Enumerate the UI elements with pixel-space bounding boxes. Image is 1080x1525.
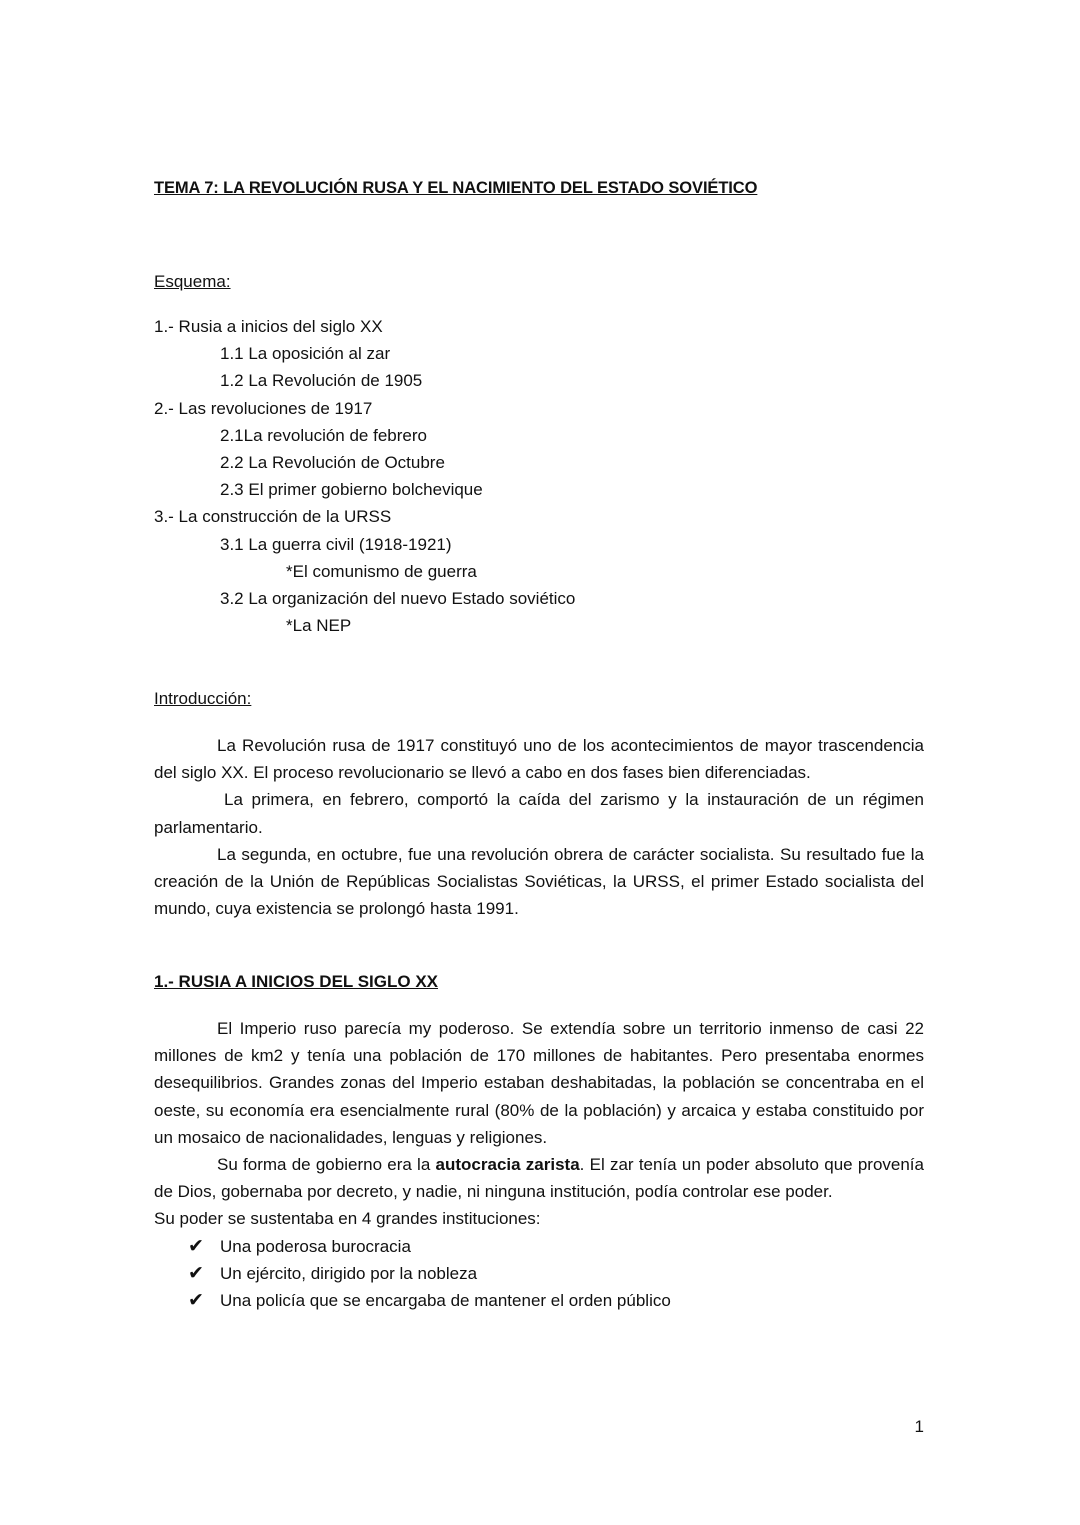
outline-item: 2.1La revolución de febrero [220,425,427,445]
section-paragraph: El Imperio ruso parecía my poderoso. Se extendía sobre un territorio inmenso de casi 22 millones de km2 y tenía una población de 170 millones de habitantes. Pero presentaba enormes desequilibrios. Grandes zonas del Imperio estaban deshabitadas, la población se concentraba en el oeste, su economía era esencialmente rural (80% de la población) y arcaica y estaba constituido por un mosaico de nacionalidades, lenguas y religiones. [154,1019,924,1147]
outline-item: *La NEP [286,616,352,636]
document-title: TEMA 7: LA REVOLUCIÓN RUSA Y EL NACIMIENTO DEL ESTADO SOVIÉTICO [154,179,758,197]
section-paragraph: Su forma de gobierno era la autocracia zarista. El zar tenía un poder absoluto que provenía de Dios, gobernaba por decreto, y nadie, ni ninguna institución, podía controlar ese poder. [154,1155,924,1202]
checkmark-icon: ✔ [188,1261,204,1284]
outline-item: *El comunismo de guerra [286,561,477,581]
outline-item: 2.- Las revoluciones de 1917 [154,398,373,418]
outline-item: 2.2 La Revolución de Octubre [220,453,445,473]
introduccion-label: Introducción: [154,689,252,708]
bold-term: autocracia zarista [435,1155,580,1175]
introduccion-body [154,732,924,922]
outline-item: 3.- La construcción de la URSS [154,507,392,527]
outline-item: 1.1 La oposición al zar [220,344,391,364]
checkmark-icon: ✔ [188,1234,204,1257]
outline-item: 1.- Rusia a inicios del siglo XX [154,317,383,336]
intro-paragraph: La Revolución rusa de 1917 constituyó uno de los acontecimientos de mayor trascendencia del siglo XX. El proceso revolucionario se llevó a cabo en dos fases bien diferenciadas. [154,736,924,783]
outline-item: 3.1 La guerra civil (1918-1921) [220,534,452,554]
checkmark-icon: ✔ [188,1289,204,1312]
intro-paragraph: La segunda, en octubre, fue una revolución obrera de carácter socialista. Su resultado fue la creación de la Unión de Repúblicas Socialistas Soviéticas, la URSS, el primer Estado socialista del mundo, cuya existencia se prolongó hasta 1991. [154,844,924,919]
check-list-item: ✔ Un ejército, dirigido por la nobleza [188,1260,924,1287]
check-list-item: ✔ Una policía que se encargaba de mantener el orden público [188,1287,924,1314]
outline-item: 2.3 El primer gobierno bolchevique [220,480,483,500]
intro-paragraph: La primera, en febrero, comportó la caída del zarismo y la instauración de un régimen parlamentario. [154,790,924,837]
check-list-item: ✔ Una poderosa burocracia [188,1233,924,1260]
page-number: 1 [914,1417,924,1436]
check-list [154,1233,924,1315]
section-body [154,1015,924,1314]
outline-item: 3.2 La organización del nuevo Estado soviético [220,589,576,609]
outline-item: 1.2 La Revolución de 1905 [220,371,423,391]
section-paragraph: Su poder se sustentaba en 4 grandes instituciones: [154,1209,541,1229]
section-heading: 1.- RUSIA A INICIOS DEL SIGLO XX [154,972,439,991]
esquema-label: Esquema: [154,272,231,291]
outline-list [154,313,924,639]
